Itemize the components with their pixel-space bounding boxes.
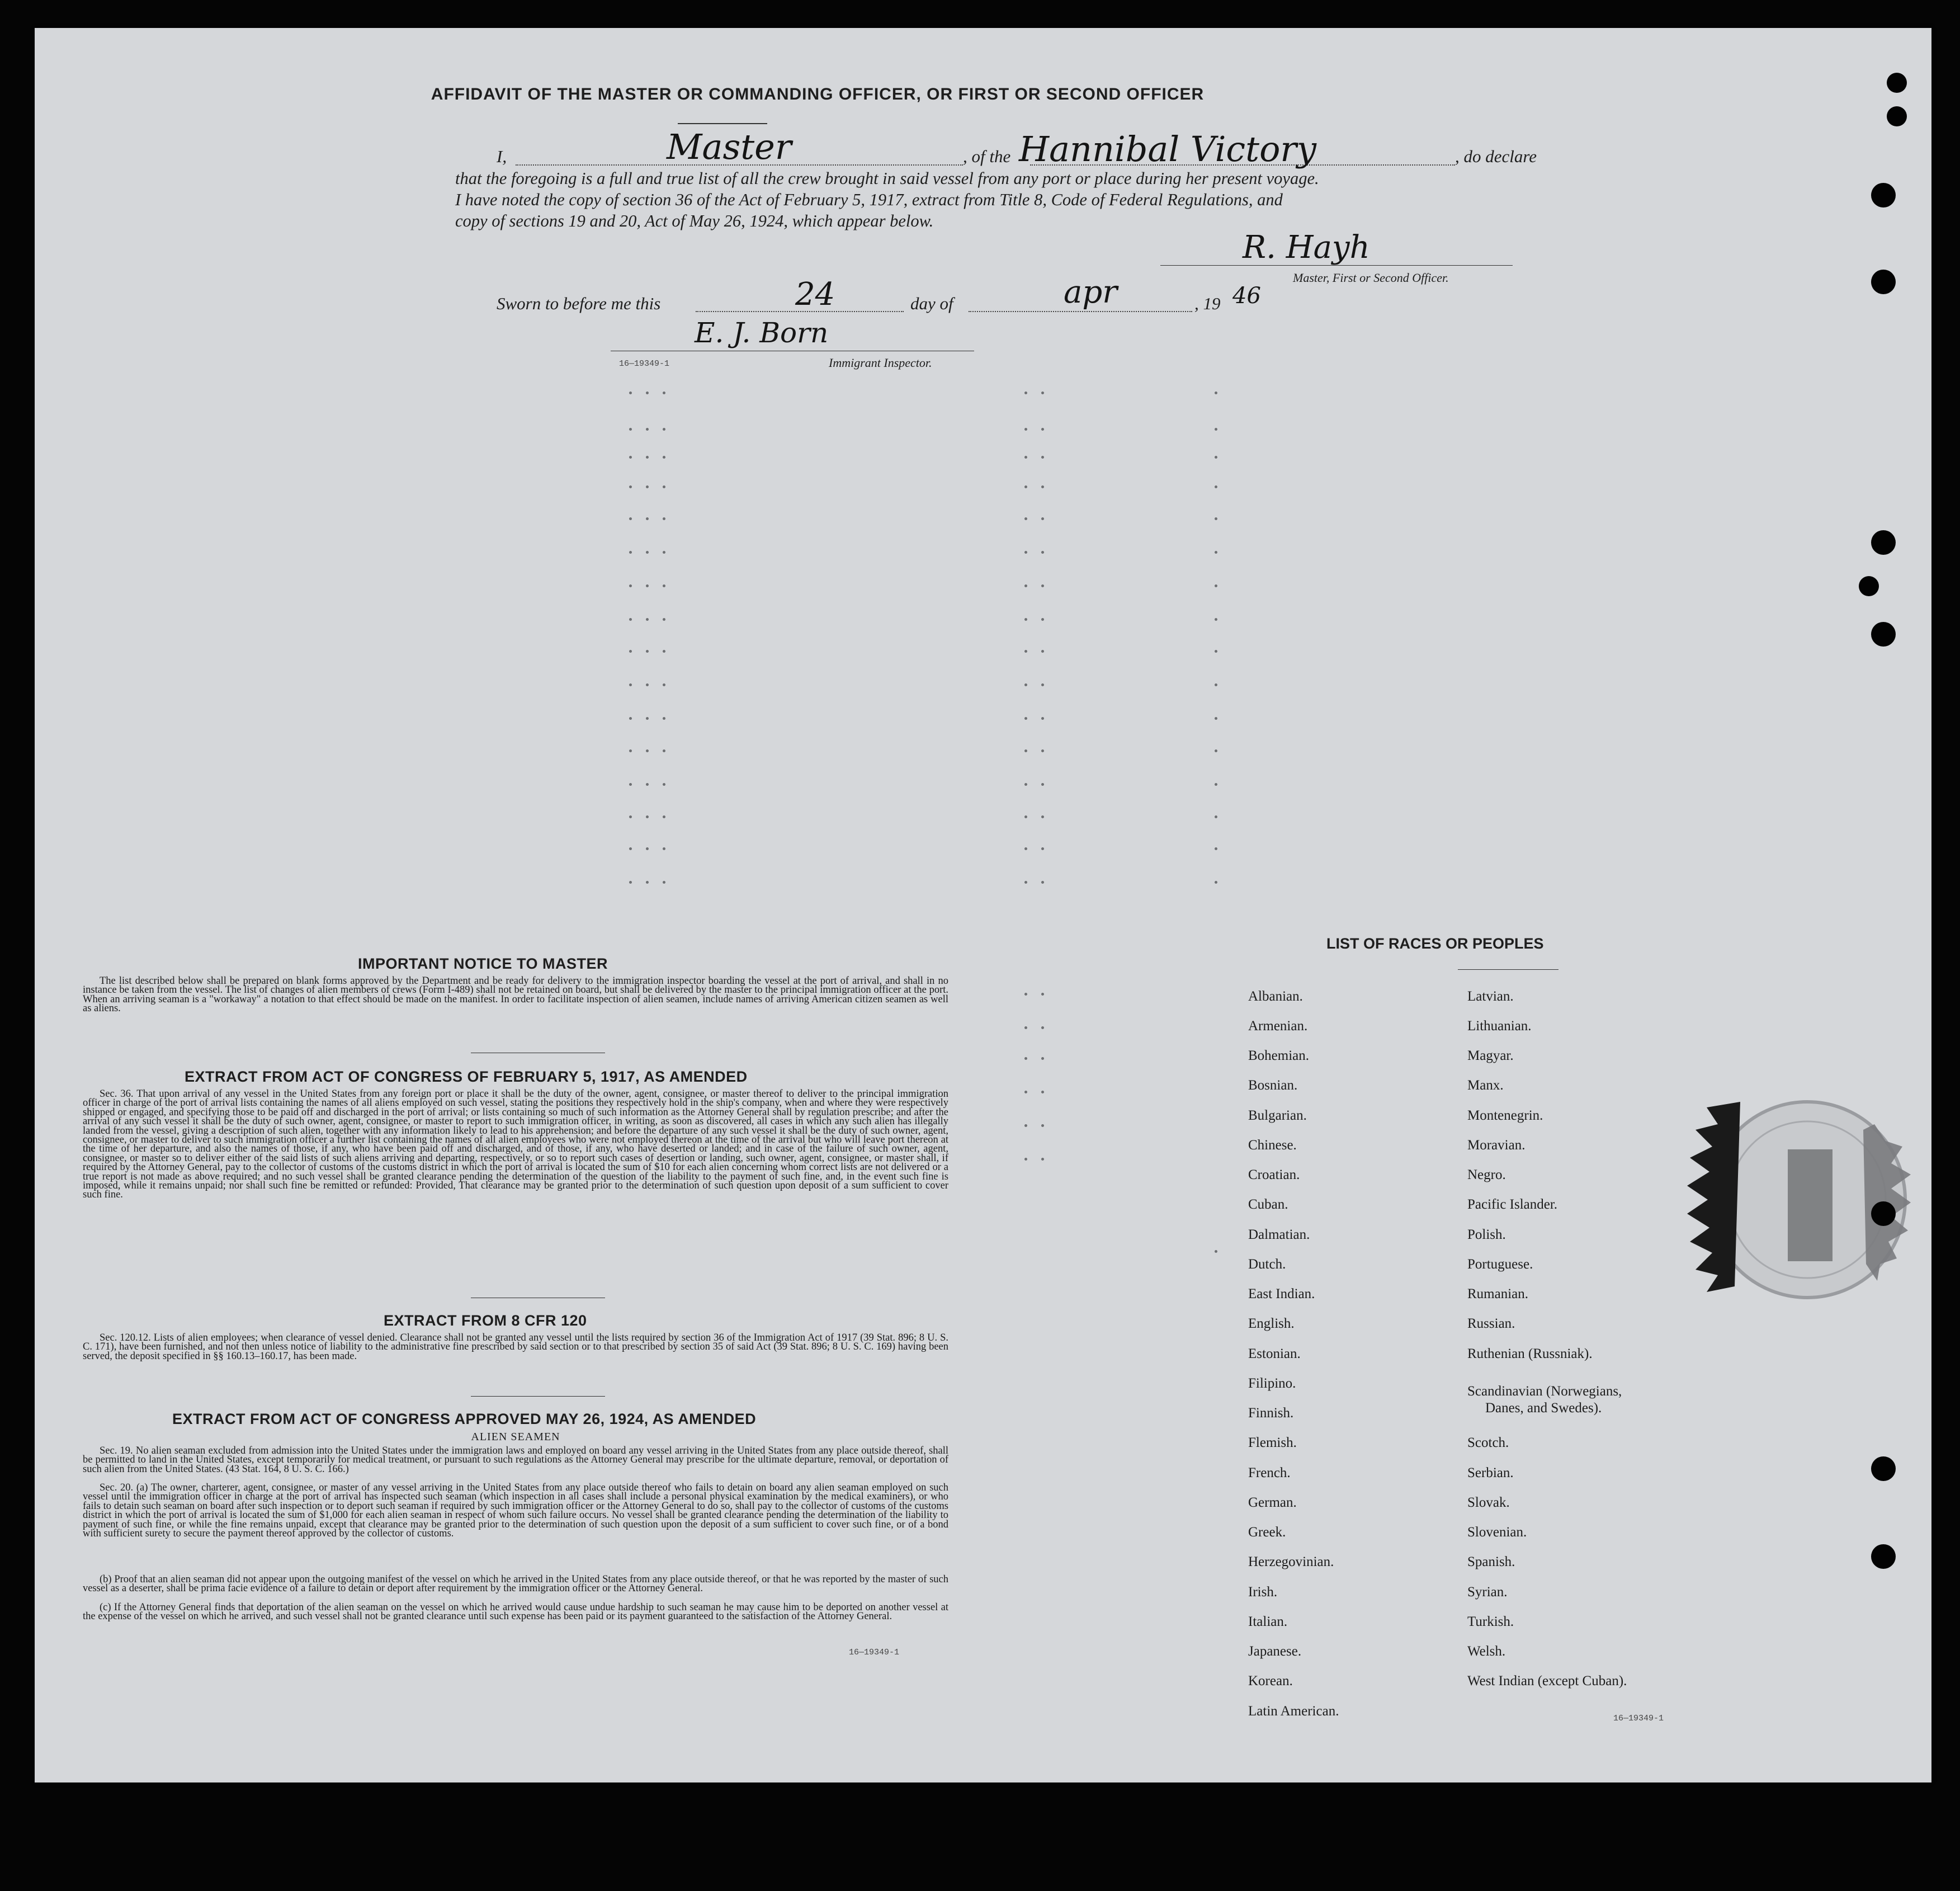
race-right-5: Montenegrin. (1467, 1108, 1543, 1123)
notice-body: The list described below shall be prepared on blank forms approved by the Department and be ready for delivery to the immigration inspector boarding the vessel at the port of arrival, and shall in no instance be taken from the vessel. The list of changes of alien members of crews (Form I-489) shall not be retained on board, but shall be delivered by the master to the principal immigration officer at the port. When an arriving seaman is a "workaway" a notation to that effect should be made on the manifest. In order to facilitate inspection of alien seamen, include names of arriving American citizen seamen as well as aliens. (83, 975, 948, 1015)
binder-hole (1871, 183, 1896, 208)
master-caption: Master, First or Second Officer. (1293, 271, 1449, 285)
affidavit-line-4: copy of sections 19 and 20, Act of May 26, 1924, which appear below. (455, 211, 934, 230)
races-divider (1458, 969, 1558, 970)
binder-hole (1887, 106, 1907, 126)
race-left-19: Greek. (1248, 1525, 1286, 1540)
extract-cfr-divider (471, 1396, 605, 1397)
race-right-2: Lithuanian. (1467, 1018, 1532, 1034)
race-left-3: Bohemian. (1248, 1048, 1310, 1063)
form-number-left: 16—19349-1 (849, 1648, 900, 1657)
race-left-5: Bulgarian. (1248, 1108, 1307, 1123)
race-right-19: Slovenian. (1467, 1525, 1527, 1540)
race-right-1: Latvian. (1467, 989, 1514, 1004)
inspector-caption: Immigrant Inspector. (829, 356, 932, 370)
race-right-12: Russian. (1467, 1316, 1515, 1331)
binder-hole (1871, 270, 1896, 294)
embossed-seal-stamp (1656, 1079, 1919, 1320)
race-right-23: Welsh. (1467, 1644, 1506, 1659)
race-left-20: Herzegovinian. (1248, 1554, 1334, 1569)
document-sheet (35, 28, 1931, 1782)
race-right-9: Polish. (1467, 1227, 1506, 1242)
races-heading: LIST OF RACES OR PEOPLES (1326, 935, 1544, 952)
month-handwriting: apr (1064, 274, 1118, 310)
race-left-24: Korean. (1248, 1673, 1293, 1689)
alien-seamen-subheading: ALIEN SEAMEN (471, 1431, 560, 1443)
form-number-right: 16—19349-1 (1613, 1714, 1664, 1723)
name-handwriting: Master (667, 126, 792, 167)
race-right-13: Ruthenian (Russniak). (1467, 1346, 1593, 1361)
affidavit-i-label: I, (497, 147, 507, 166)
extract-1917-heading: EXTRACT FROM ACT OF CONGRESS OF FEBRUARY 5, 1917, AS AMENDED (185, 1068, 748, 1085)
race-left-2: Armenian. (1248, 1018, 1308, 1034)
race-right-18: Slovak. (1467, 1495, 1510, 1510)
race-left-8: Cuban. (1248, 1197, 1288, 1212)
binder-hole (1871, 622, 1896, 647)
race-right-17: Serbian. (1467, 1465, 1514, 1480)
race-left-16: Flemish. (1248, 1435, 1297, 1450)
affidavit-line-2: that the foregoing is a full and true list of all the crew brought in said vessel from any port or place during her present voyage. (455, 169, 1319, 188)
race-left-25: Latin American. (1248, 1704, 1339, 1719)
race-right-11: Rumanian. (1467, 1286, 1529, 1301)
race-left-14: Filipino. (1248, 1376, 1296, 1391)
race-right-3: Magyar. (1467, 1048, 1514, 1063)
race-left-4: Bosnian. (1248, 1078, 1298, 1093)
race-left-12: English. (1248, 1316, 1295, 1331)
race-right-22: Turkish. (1467, 1614, 1514, 1629)
race-right-7: Negro. (1467, 1167, 1506, 1182)
race-left-23: Japanese. (1248, 1644, 1302, 1659)
race-left-17: French. (1248, 1465, 1291, 1480)
page-title: AFFIDAVIT OF THE MASTER OR COMMANDING OFFICER, OR FIRST OR SECOND OFFICER (431, 85, 1205, 103)
year-prefix: , 19 (1194, 294, 1221, 313)
affidavit-line-3: I have noted the copy of section 36 of the Act of February 5, 1917, extract from Title 8, Code of Federal Regulations, and (455, 190, 1283, 209)
race-left-21: Irish. (1248, 1585, 1278, 1600)
day-of-label: day of (910, 294, 953, 313)
race-right-16: Scotch. (1467, 1435, 1509, 1450)
race-left-11: East Indian. (1248, 1286, 1315, 1301)
race-left-1: Albanian. (1248, 989, 1303, 1004)
year-handwriting: 46 (1232, 283, 1261, 309)
binder-hole (1859, 576, 1879, 596)
race-right-8: Pacific Islander. (1467, 1197, 1558, 1212)
sec-20c-body: (c) If the Attorney General finds that deportation of the alien seaman on the vessel on which he arrived would cause undue hardship to such seaman he may cause him to be deported on another vessel at the expense of the vessel on which he arrived, and such vessel shall not be granted clearance until such expense has been paid or its payment guaranteed to the satisfaction of the Attorney General. (83, 1602, 948, 1623)
master-signature: R. Hayh (1243, 229, 1370, 266)
race-left-7: Croatian. (1248, 1167, 1300, 1182)
binder-hole (1887, 73, 1907, 93)
inspector-signature: E. J. Born (695, 317, 829, 349)
race-left-6: Chinese. (1248, 1138, 1297, 1153)
race-right-6: Moravian. (1467, 1138, 1526, 1153)
extract-1917-body: Sec. 36. That upon arrival of any vessel in the United States from any foreign port or place it shall be the duty of the owner, agent, consignee, or master thereof to deliver to the principal immigration officer in charge of the port of arrival lists containing the names of all aliens employed on such vessel, stating the positions they respectively hold in the ship's company, when and where they were respectively shipped or engaged, and specifying those to be paid off and discharged in the port of arrival; or lists containing so much of such information as the Attorney General shall by regulation prescribe; and after the arrival of any such vessel it shall be the duty of such owner, agent, consignee, or master to report to such immigration officer, in writing, as soon as discovered, all cases in which any such alien has illegally landed from the vessel, giving a description of such alien, together with any information likely to lead to his apprehension; and before the departure of any such vessel it shall be the duty of such owner, agent, consignee, or master to deliver to such immigration officer a further list containing the names of all alien employees who were not employed thereon at the time of the arrival but who will leave port thereon at the time of her departure, and also the names of those, if any, who have been paid off and discharged, and of those, if any, who have deserted or landed; and in case of the failure of such owner, agent, consignee, or master so to deliver either of the said lists of such aliens arriving and departing, respectively, or so to report such cases of desertion or landing, such owner, agent, consignee, or master shall, if required by the Attorney General, pay to the collector of customs of the customs district in which the port of arrival is located the sum of $10 for each alien concerning whom correct lists are not delivered or a true report is not made as above required; and no such vessel shall be granted clearance pending the determination of the question of the liability to the payment of such fine, and, in the event such fine is imposed, while it remains unpaid; nor shall such fine be remitted or refunded: Provided, That clearance may be granted prior to the determination of such question upon deposit of a sum sufficient to cover such fine. (83, 1088, 948, 1201)
race-right-10: Portuguese. (1467, 1257, 1533, 1272)
race-left-22: Italian. (1248, 1614, 1288, 1629)
binder-hole (1871, 1201, 1896, 1226)
vessel-handwriting: Hannibal Victory (1019, 129, 1317, 169)
of-the-label: , of the (963, 147, 1011, 166)
extract-cfr-body: Sec. 120.12. Lists of alien employees; when clearance of vessel denied. Clearance shall not be granted any vessel until the lists required by section 36 of the Immigration Act of 1917 (39 Stat. 896; 8 U. S. C. 171), have been furnished, and not then unless notice of liability to the administrative fine prescribed by said section or to that prescribed by section 35 of said Act (39 Stat. 896; 8 U. S. C. 169) having been served, the deposit specified in §§ 160.13–160.17, has been made. (83, 1332, 948, 1362)
binder-hole (1871, 1544, 1896, 1569)
race-right-21: Syrian. (1467, 1585, 1508, 1600)
do-declare-label: , do declare (1455, 147, 1537, 166)
extract-1924-heading: EXTRACT FROM ACT OF CONGRESS APPROVED MAY 26, 1924, AS AMENDED (172, 1411, 757, 1427)
form-number-top: 16—19349-1 (619, 359, 670, 369)
day-handwriting: 24 (795, 276, 835, 313)
binder-hole (1871, 530, 1896, 555)
title-divider (678, 123, 767, 124)
notice-heading: IMPORTANT NOTICE TO MASTER (358, 955, 608, 972)
race-left-9: Dalmatian. (1248, 1227, 1310, 1242)
sec-20a-body: Sec. 20. (a) The owner, charterer, agent, consignee, or master of any vessel arriving in the United States from any place outside thereof who fails to detain on board any alien seaman employed on such vessel until the immigration officer in charge at the port of arrival has inspected such seaman (which inspection in all cases shall include a personal physical examination by the medical examiners), or who fails to detain such seaman on board after such inspection or to deport such seaman if required by such immigration officer or the Attorney General to do so, shall pay to the collector of customs of the customs district in which the port of arrival is located the sum of $1,000 for each alien seaman in respect of whom such failure occurs. No vessel shall be granted clearance pending the determination of the liability to payment of such fine, or while the fine remains unpaid, except that clearance may be granted prior to the determination of such question upon the deposit of a sum sufficient to cover such fine, or of a bond with sufficient surety to secure the payment thereof approved by the collector of customs. (83, 1482, 948, 1540)
race-left-15: Finnish. (1248, 1406, 1294, 1421)
race-left-10: Dutch. (1248, 1257, 1286, 1272)
race-right-15: Danes, and Swedes). (1485, 1400, 1602, 1416)
race-left-18: German. (1248, 1495, 1297, 1510)
extract-cfr-heading: EXTRACT FROM 8 CFR 120 (384, 1312, 587, 1329)
binder-hole (1871, 1456, 1896, 1481)
race-left-13: Estonian. (1248, 1346, 1301, 1361)
race-right-20: Spanish. (1467, 1554, 1515, 1569)
month-blank (969, 311, 1192, 312)
race-right-4: Manx. (1467, 1078, 1504, 1093)
sworn-label: Sworn to before me this (497, 294, 661, 313)
sec-19-body: Sec. 19. No alien seaman excluded from admission into the United States under the immigration laws and employed on board any vessel arriving in the United States from any place outside thereof, shall be permitted to land in the United States, except temporarily for medical treatment, or pursuant to such regulations as the Attorney General may prescribe for the ultimate departure, removal, or deportation of such alien from the United States. (43 Stat. 164, 8 U. S. C. 166.) (83, 1445, 948, 1475)
sec-20b-body: (b) Proof that an alien seaman did not appear upon the outgoing manifest of the vessel on which he arrived in the United States from any place outside thereof, or that he was reported by the master of such vessel as a deserter, shall be prima facie evidence of a failure to detain or deport after requirement by the immigration officer or the Attorney General. (83, 1574, 948, 1595)
race-right-14: Scandinavian (Norwegians, (1467, 1384, 1622, 1399)
race-right-24: West Indian (except Cuban). (1467, 1673, 1627, 1689)
